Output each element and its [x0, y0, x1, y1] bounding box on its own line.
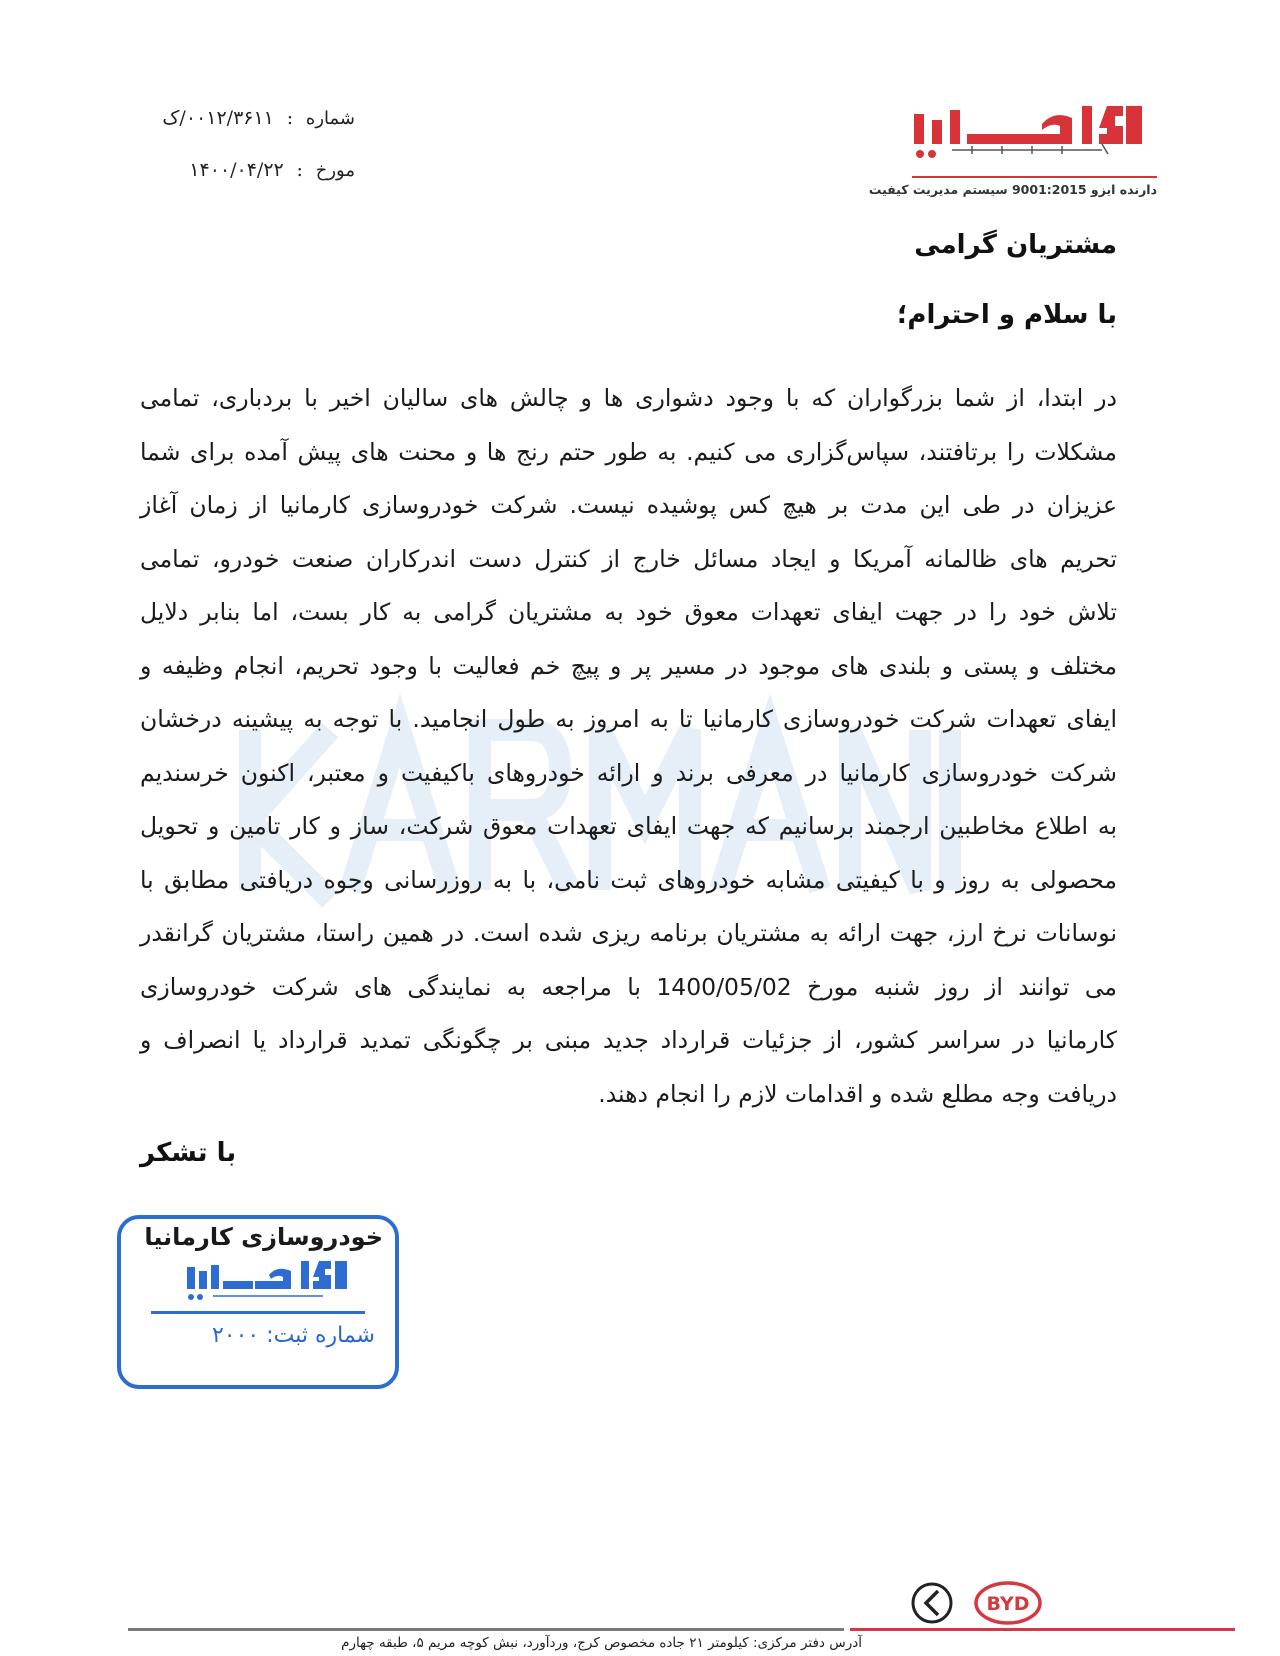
company-stamp [117, 1215, 399, 1389]
chery-logo-icon [913, 1584, 951, 1622]
logo-divider [912, 176, 1157, 178]
company-logo [864, 85, 1157, 200]
body-line: مشکلات را برتافتند، سپاس‌گزاری می کنیم. به طور حتم رنج ها و محنت های پیش آمده برای شما [140, 437, 1117, 466]
letter-date-label: مورخ [315, 159, 355, 181]
logo-text: کارمانیا [864, 85, 912, 104]
letter-number-label: شماره [305, 107, 355, 129]
body-line: عزیزان در طی این مدت بر هیچ کس پوشیده نیست. شرکت خودروسازی کارمانیا از زمان آغاز [140, 491, 1117, 519]
stamp-logo-icon [185, 1259, 355, 1301]
salutation: مشتریان گرامی [914, 230, 1117, 260]
letter-body [140, 372, 1117, 1121]
body-line: تحریم های ظالمانه آمریکا و ایجاد مسائل خارج از کنترل دست اندرکاران صنعت خودرو، تمامی [140, 544, 1117, 573]
greeting: با سلام و احترام؛ [896, 300, 1117, 330]
letter-date-value: ۱۴۰۰/۰۴/۲۲ [189, 159, 284, 181]
body-line: دریافت وجه مطلع شده و اقدامات لازم را انجام دهند. [598, 1079, 1117, 1108]
colon: : [286, 107, 294, 129]
body-line: شرکت خودروسازی کارمانیا در معرفی برند و ارائه خودروهای باکیفیت و معتبر، اکنون خرسندیم [140, 758, 1117, 787]
reference-block [115, 92, 355, 196]
byd-logo-icon [976, 1583, 1040, 1623]
colon: : [296, 159, 303, 181]
body-line: به اطلاع مخاطبین ارجمند برسانیم که جهت ایفای تعهدات معوق شرکت، ساز و کار تامین و تحویل [140, 812, 1117, 840]
body-line: نوسانات نرخ ارز، جهت ارائه به مشتریان برنامه ریزی شده است. در همین راستا، مشتریان گرانقدر [140, 919, 1117, 947]
letter-date-row [115, 144, 355, 196]
footer-divider-gray [128, 1628, 844, 1631]
footer-divider-red [850, 1628, 1235, 1631]
closing: با تشکر [140, 1138, 237, 1168]
body-line: می توانند از روز شنبه مورخ 1400/05/02 با مراجعه به نمایندگی های شرکت خودروسازی [140, 972, 1117, 1001]
footer-address: آدرس دفتر مرکزی: کیلومتر ۲۱ جاده مخصوص کرج، وردآورد، نبش کوچه مریم ۵، طبقه چهارم [341, 1635, 862, 1651]
body-line: ایفای تعهدات شرکت خودروسازی کارمانیا تا به امروز به طول انجامید. با توجه به پیشینه درخشان [140, 705, 1117, 733]
letter-number-row [115, 92, 355, 144]
letter-number-value: ۰۰۱۲/۳۶۱۱/ک [162, 107, 274, 129]
body-line: کارمانیا در سراسر کشور، از جزئیات قرارداد جدید مبنی بر چگونگی تمدید قرارداد یا انصراف و [140, 1026, 1117, 1054]
footer-partner-logos [910, 1580, 1060, 1626]
body-line: در ابتدا، از شما بزرگواران که با وجود دشواری ها و چالش های سالیان اخیر با بردباری، تمامی [140, 384, 1117, 412]
iso-certification: دارنده ایزو 9001:2015 سیستم مدیریت کیفیت [868, 182, 1157, 197]
stamp-registration: شماره ثبت: ۲۰۰۰ [211, 1323, 375, 1348]
byd-logo-text: BYD [986, 1593, 1030, 1615]
stamp-divider [151, 1311, 365, 1314]
stamp-title: خودروسازی کارمانیا [144, 1223, 383, 1251]
body-line: محصولی به روز و با کیفیتی مشابه خودروهای ثبت نامی، با به روزرسانی وجوه دریافتی مطابق با [140, 865, 1117, 894]
body-line: تلاش خود را در جهت ایفای تعهدات معوق خود به مشتریان گرامی به کار بست، اما بنابر دلایل [140, 598, 1117, 626]
karmania-logo-icon [864, 85, 1157, 158]
body-line: مختلف و پستی و بلندی های موجود در مسیر پر و پیچ خم فعالیت با وجود تحریم، انجام وظیفه و [140, 651, 1117, 680]
